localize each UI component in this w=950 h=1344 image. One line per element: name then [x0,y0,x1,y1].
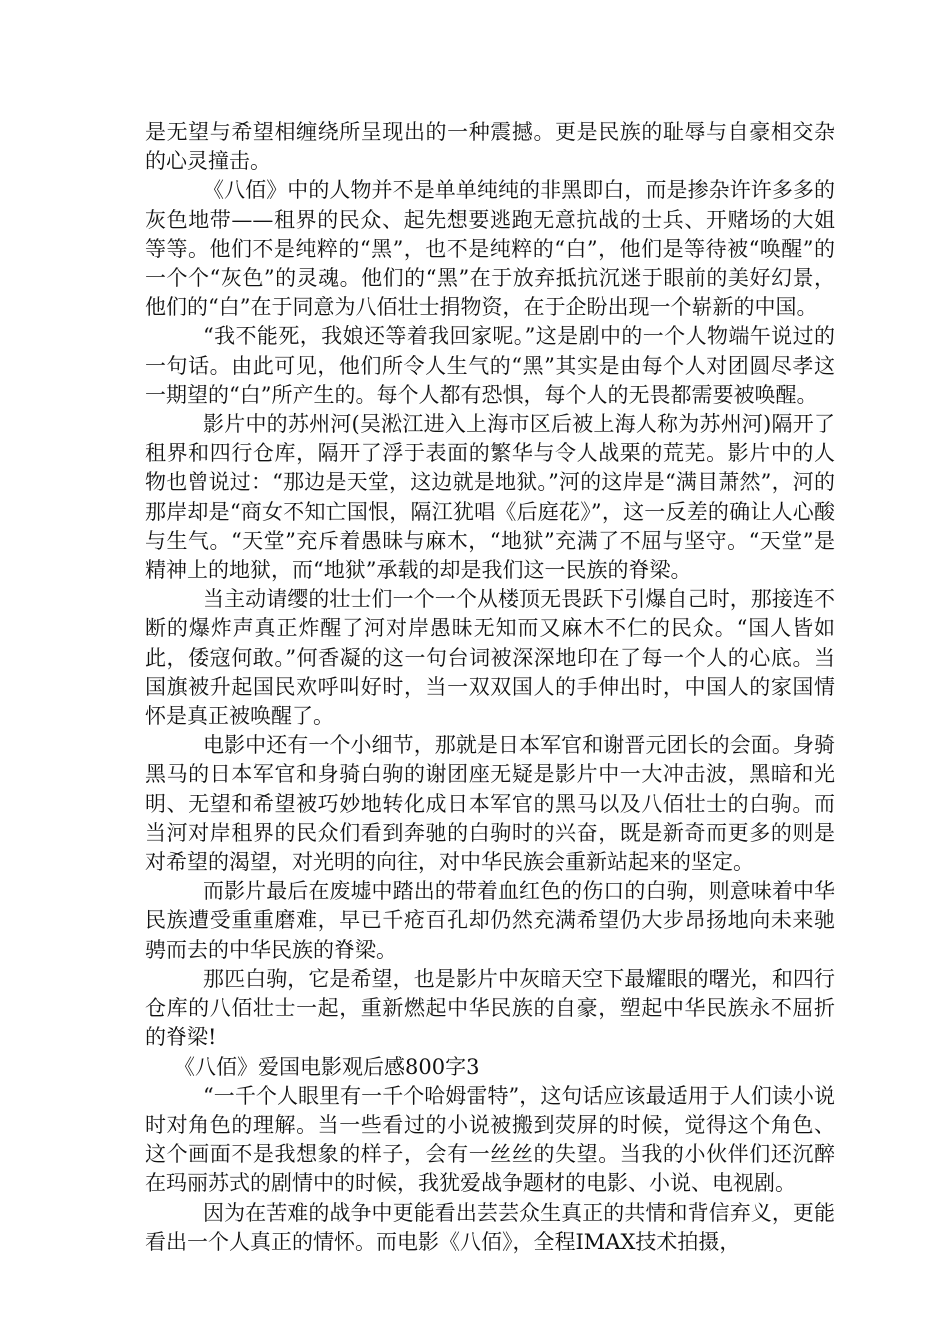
document-page [145,118,835,1257]
paragraph-3: “我不能死，我娘还等着我回家呢。”这是剧中的一个人物端午说过的一句话。由此可见，他们所令人生气的“黑”其实是由每个人对团圆尽孝这一期望的“白”所产生的。每个人都有恐惧，每个人的无畏都需要被唤醒。 [145,324,835,407]
paragraph-5: 当主动请缨的壮士们一个一个从楼顶无畏跃下引爆自己时，那接连不断的爆炸声真正炸醒了河对岸愚昧无知而又麻木不仁的民众。“国人皆如此，倭寇何敢。”何香凝的这一句台词被深深地印在了每一个人的心底。当国旗被升起国民欢呼叫好时，当一双双国人的手伸出时，中国人的家国情怀是真正被唤醒了。 [145,587,835,729]
section-heading: 《八佰》爱国电影观后感800字3 [174,1054,480,1079]
paragraph-10: 因为在苦难的战争中更能看出芸芸众生真正的共情和背信弃义，更能看出一个人真正的情怀。而电影《八佰》，全程IMAX技术拍摄， [145,1200,835,1254]
paragraph-6: 电影中还有一个小细节，那就是日本军官和谢晋元团长的会面。身骑黑马的日本军官和身骑白驹的谢团座无疑是影片中一大冲击波，黑暗和光明、无望和希望被巧妙地转化成日本军官的黑马以及八佰壮士的白驹。而当河对岸租界的民众们看到奔驰的白驹时的兴奋，既是新奇而更多的则是对希望的渴望，对光明的向往，对中华民族会重新站起来的坚定。 [145,733,835,875]
paragraph-1: 是无望与希望相缠绕所呈现出的一种震撼。更是民族的耻辱与自豪相交杂的心灵撞击。 [145,120,835,174]
paragraph-4: 影片中的苏州河(吴淞江进入上海市区后被上海人称为苏州河)隔开了租界和四行仓库，隔开了浮于表面的繁华与令人战栗的荒芜。影片中的人物也曾说过：“那边是天堂，这边就是地狱。”河的这岸是“满目萧然”，河的那岸却是“商女不知亡国恨，隔江犹唱《后庭花》”，这一反差的确让人心酸与生气。“天堂”充斥着愚昧与麻木，“地狱”充满了不屈与坚守。“天堂”是精神上的地狱，而“地狱”承载的却是我们这一民族的脊梁。 [145,412,835,583]
paragraph-9: “一千个人眼里有一千个哈姆雷特”，这句话应该最适用于人们读小说时对角色的理解。当一些看过的小说被搬到荧屏的时候，觉得这个角色、这个画面不是我想象的样子，会有一丝丝的失望。当我的小伙伴们还沉醉在玛丽苏式的剧情中的时候，我犹爱战争题材的电影、小说、电视剧。 [145,1083,835,1196]
paragraph-2: 《八佰》中的人物并不是单单纯纯的非黑即白，而是掺杂许许多多的灰色地带——租界的民众、起先想要逃跑无意抗战的士兵、开赌场的大姐等等。他们不是纯粹的“黑”，也不是纯粹的“白”，他们是等待被“唤醒”的一个个“灰色”的灵魂。他们的“黑”在于放弃抵抗沉迷于眼前的美好幻景，他们的“白”在于同意为八佰壮士捐物资，在于企盼出现一个崭新的中国。 [145,178,835,320]
paragraph-8: 那匹白驹，它是希望，也是影片中灰暗天空下最耀眼的曙光，和四行仓库的八佰壮士一起，重新燃起中华民族的自豪，塑起中华民族永不屈折的脊梁! [145,966,835,1050]
paragraph-7: 而影片最后在废墟中踏出的带着血红色的伤口的白驹，则意味着中华民族遭受重重磨难，早已千疮百孔却仍然充满希望仍大步昂扬地向未来驰骋而去的中华民族的脊梁。 [145,879,835,962]
